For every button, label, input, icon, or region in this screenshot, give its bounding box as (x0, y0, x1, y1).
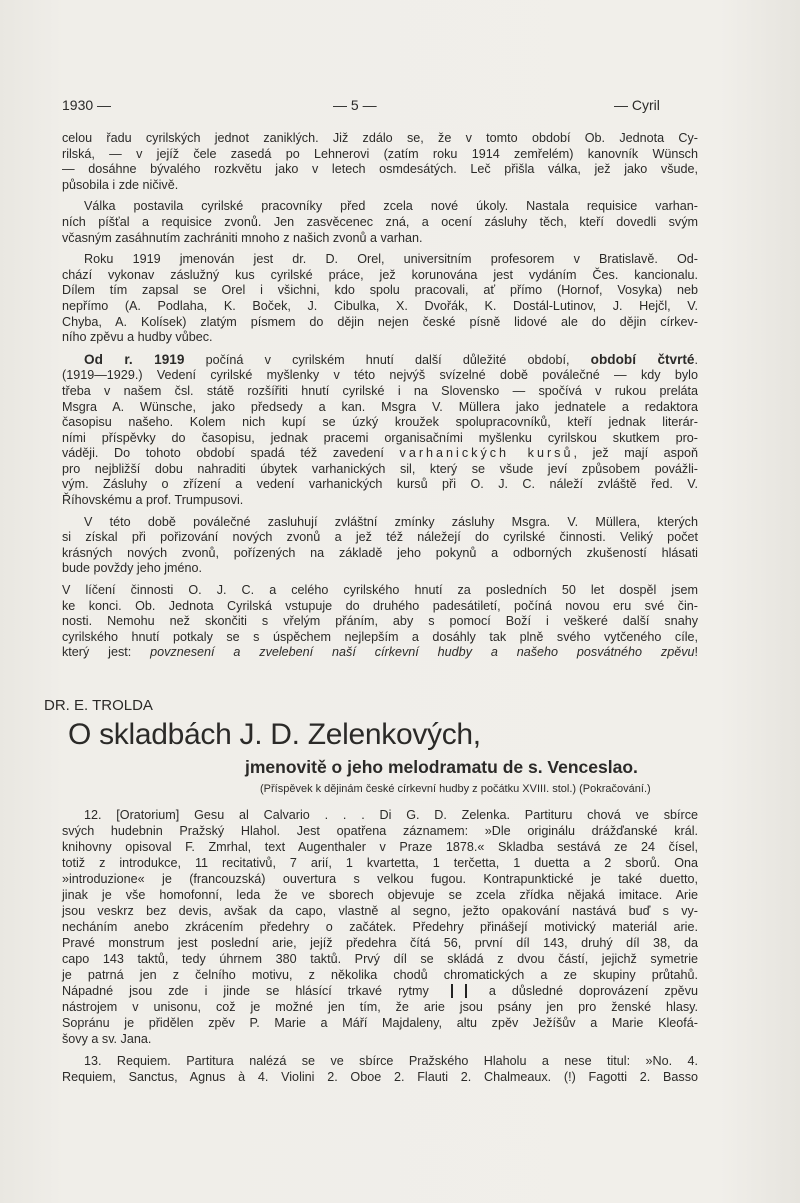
text-line: chází vykonav záslužný kus cyrilské práce, jež korunována jest vydáním Čes. kancionalu. (62, 267, 698, 282)
text-line: (1919—1929.) Vedení cyrilské myšlenky v této nejvýš svízelné době poválečné — kdy bylo (62, 368, 698, 383)
text-line: působila i zde ničivě. (62, 177, 179, 192)
paragraph (62, 515, 698, 577)
text-line: Dílem tím zapsal se Orel i všichni, kdo spolu pracovali, ať přímo (Hornof, Vosyka) neb (62, 283, 698, 298)
text-line: necháním anebo zkrácením předehry o začátek. Předehry přinášejí motivický materiál arie. (62, 920, 698, 934)
text-line: Sopránu je přidělen zpěv P. Marie a Máří Majdaleny, altu zpěv Ježíšův a Marie Kleofá- (62, 1016, 698, 1030)
bold-text: Od r. 1919 (84, 351, 185, 367)
text-line: »introduzione« je (francouzská) ouvertura s velkou fugou. Kontrapunktické je také duetto, (62, 872, 698, 886)
text-line: nástrojem v unisonu, což je možné jen tím, že arie jsou psány jen pro ženské hlasy. (62, 1000, 698, 1014)
paragraph (62, 807, 698, 1047)
text-span: počíná v cyrilském hnutí další důležité období, (184, 352, 591, 367)
text-line: pro nejbližší dobu nahraditi úbytek varhanických sil, který se všude jeví způsobem povážli- (62, 461, 698, 476)
text-line: — dosáhne bývalého rozkvětu jako v letech osmdesátých. Leč přišla válka, jež jako všude, (62, 162, 698, 177)
text-line: Requiem, Sanctus, Agnus à 4. Violini 2. Oboe 2. Flauti 2. Chalmeaux. (!) Fagotti 2. Basso (62, 1070, 698, 1084)
paragraph (62, 583, 698, 661)
spaced-text: varhanických kursů (399, 446, 574, 461)
text-line: časopisu našeho. Kolem nich kupí se úzký kroužek spolupracovníků, kteří jednak literár- (62, 415, 698, 430)
text-line: Válka postavila cyrilské pracovníky před zcela nové úkoly. Nastala requisice varhan- (84, 199, 698, 214)
header-year: 1930 — (62, 97, 112, 113)
text-line (62, 645, 698, 661)
text-line (62, 352, 698, 369)
paragraph (62, 252, 698, 346)
text-span: který jest: (62, 645, 151, 660)
text-line: jsou veskrz bez devis, avšak da capo, vlastně al segno, ježto opakování nastává buď s vy- (62, 904, 698, 918)
text-line: nosti. Nemohu než skončiti s vřelým přáním, aby s pomocí Boží i veškeré další snahy (62, 614, 698, 629)
text-line: Chyba, A. Kolísek) zlatým písmem do dějin nejen české písně lidové ale do dějin církev- (62, 314, 698, 329)
text-line: bude povždy jeho jméno. (62, 561, 203, 576)
paragraph (62, 131, 698, 193)
text-span: . (694, 352, 698, 367)
text-span: Nápadné jsou zde i jinde se hlásící trkavé rytmy (62, 984, 445, 998)
text-line: včasným zasáhnutím zachrániti mnoho z našich zvonů a varhan. (62, 230, 423, 245)
text-line: rilská, — v jejíž čele zasedá po Lehnerovi (zatím roku 1914 zemřelém) kanovník Wünsch (62, 146, 698, 161)
text-line: V líčení činnosti O. J. C. a celého cyrilského hnutí za posledních 50 let dospěl jsem (62, 583, 698, 598)
text-line: 13. Requiem. Partitura nalézá se ve sbírce Pražského Hlaholu a nese titul: »No. 4. (84, 1054, 698, 1068)
text-line: Pravé monstrum jest poslední arie, jejíž předehra čítá 56, první díl 143, druhý díl 38, da (62, 936, 698, 950)
text-line: krásných nových zvonů, pořízených na základě jeho pokynů a odborných zkušeností hlásati (62, 545, 698, 560)
paragraph (62, 1053, 698, 1085)
paragraph (62, 352, 698, 509)
text-line: ke konci. Ob. Jednota Cyrilská vstupuje do druhého padesátiletí, počíná novou eru své čin- (62, 598, 698, 613)
text-line: cyrilského hnutí potkaly se s úspěchem nejlepším a dosáhly tak plně svého vytčeného cíle, (62, 629, 698, 644)
text-line: vým. Zásluhy o zřízení a vedení varhanických kursů při O. J. C. náleží zvláště řed. V. (62, 477, 698, 492)
article-body-text (62, 807, 698, 1091)
article-continuation-text (62, 131, 698, 667)
text-line: je patrná jen z čelního motivu, z několika chodů chromatických a ze skupiny průtahů. (62, 968, 698, 982)
text-line: knihovny opisoval F. Zmrhal, text Augenthaler v Praze 1878.« Skladba sestává ze 24 čísel, (62, 840, 698, 854)
text-line: nepřímo (A. Podlaha, K. Boček, J. Cibulka, X. Dvořák, K. Dostál-Lutinov, J. Hejčl, V. (62, 298, 698, 313)
text-span: váději. Do tohoto období spadá též zavedení (62, 446, 400, 461)
text-line: ních píšťal a requisice zvonů. Jen zasvěcenec zná, a ocení zásluhy těch, kteří dovedli svým (62, 214, 698, 229)
text-line: svých hudebnin Pražský Hlahol. Jest opatřena záznamem: »Dle originálu drážďanské král. (62, 824, 698, 838)
text-line: si získal při pořizování nových zvonů a jež též náležejí do cyrilské činnosti. Veliký počet (62, 530, 698, 545)
text-line: třeba v našem čsl. státě rozšířiti hnutí cyrilské i na Slovensko — spočívá v rukou preláta (62, 383, 698, 398)
bold-text: období čtvrté (590, 351, 695, 367)
text-line: V této době poválečné zasluhují zvláštní zmínky zásluhy Msgra. V. Müllera, kterých (84, 514, 698, 529)
text-line: capo 143 taktů, tedy úhrnem 380 taktů. Prvý díl se skládá z dvou částí, jejichž symetrie (62, 952, 698, 966)
text-line: jinak je vše homofonní, leda že ve sborech objevuje se zcela zřídka nějaká imitace. Arie (62, 888, 698, 902)
text-line (62, 446, 698, 462)
text-line: celou řadu cyrilských jednot zaniklých. Již zdálo se, že v tomto období Ob. Jednota Cy- (62, 131, 698, 145)
text-line: šovy a sv. Jana. (62, 1032, 152, 1046)
text-span: ! (694, 645, 698, 660)
article-author: DR. E. TROLDA (44, 697, 153, 714)
text-line: ními příspěvky do časopisu, jednak pracemi organisačními myšlenku cyrilskou skutkem pro- (62, 430, 698, 445)
text-line: totiž z introdukce, 11 recitativů, 7 arií, 1 kvartetta, 1 terčetta, 1 duetta a 2 sborů. Ona (62, 856, 698, 870)
article-subtitle: jmenovitě o jeho melodramatu de s. Venceslao. (245, 757, 638, 777)
article-title: O skladbách J. D. Zelenkových, (68, 718, 481, 751)
header-journal: — Cyril (614, 97, 660, 113)
text-line: ního zpěvu a hudby vůbec. (62, 330, 213, 345)
text-line: Říhovskému a prof. Trumpusovi. (62, 493, 244, 508)
article-note: (Příspěvek k dějinám české církevní hudby z počátku XVIII. stol.) (Pokračování.) (260, 783, 651, 795)
page-number: — 5 — (333, 97, 377, 113)
text-span: , jež mají aspoň (573, 446, 698, 461)
rhythm-notation-icon (451, 984, 467, 998)
text-line (62, 983, 698, 999)
italic-text: povznesení a zvelebení naší církevní hudby a našeho posvátného zpěvu (150, 645, 695, 660)
text-line: 12. [Oratorium] Gesu al Calvario . . . Di G. D. Zelenka. Partituru chová ve sbírce (84, 808, 698, 822)
text-line: Roku 1919 jmenován jest dr. D. Orel, universitním profesorem v Bratislavě. Od- (84, 252, 698, 267)
text-span: a důsledné doprovázení zpěvu (472, 984, 698, 998)
paragraph (62, 199, 698, 246)
text-line: Msgra A. Wünsche, jako předsedy a kan. Msgra V. Müllera jako jednatele a redaktora (62, 399, 698, 414)
